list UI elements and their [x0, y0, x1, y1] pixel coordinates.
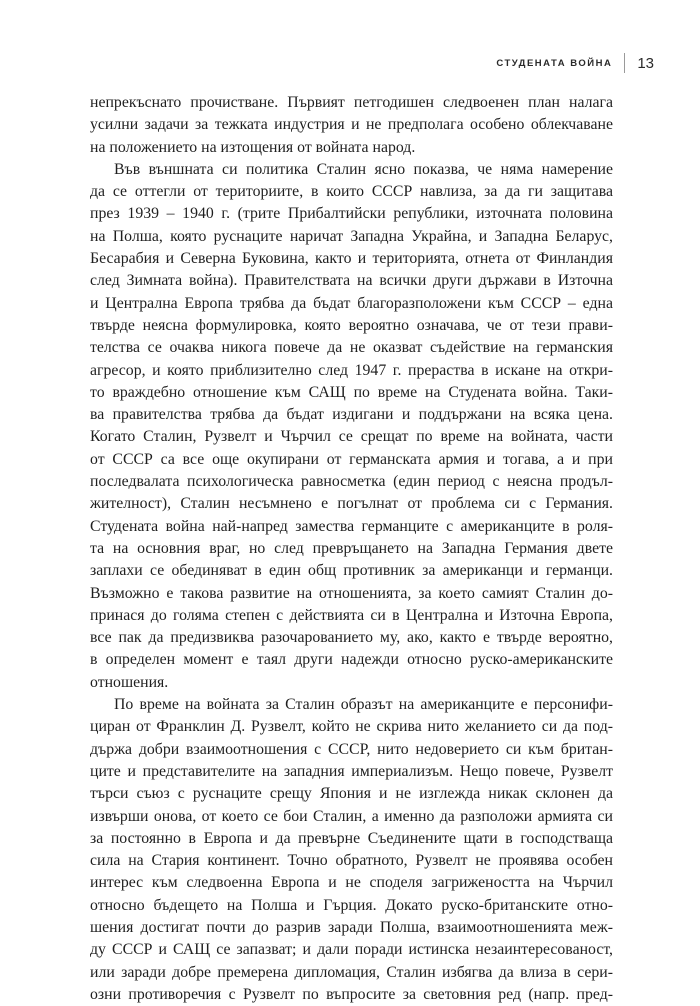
text-line: отношения. [90, 673, 169, 691]
text-line: от СССР са все още окупирани от германската армия и тогава, а и при [90, 450, 613, 468]
text-line: твърде неясна формулировка, която вероятно означава, че от тези прави- [90, 316, 613, 334]
text-line: ду СССР и САЩ се запазват; и дали поради истинска незаинтересованост, [90, 941, 613, 959]
text-line: все пак да предизвиква разочарованието му, ако, както е твърде вероятно, [90, 629, 613, 647]
text-line: в определен момент е таял други надежди относно руско-американските [90, 651, 613, 669]
running-title: СТУДЕНАТА ВОЙНА [496, 57, 613, 69]
text-line: относно бъдещето на Полша и Гърция. Докато руско-британските отно- [90, 896, 613, 914]
text-line: жителност), Сталин несъмнено е погълнат от проблема си с Германия. [90, 495, 613, 513]
text-line: извърши онова, от което се бои Сталин, а именно да разположи армията си [90, 807, 613, 825]
text-line: озни противоречия с Рузвелт по въпросите за световния ред (напр. пред- [90, 985, 613, 1003]
paragraph [90, 92, 613, 159]
text-line: шения достигат почти до разрив заради Полша, взаимоотношенията меж- [90, 918, 613, 936]
body-text [90, 92, 613, 1006]
text-line: и Централна Европа трябва да бъдат благоразположени към СССР – една [90, 294, 613, 312]
text-line: последвалата психологическа равносметка (един период с неясна продъл- [90, 473, 613, 491]
text-line: По време на войната за Сталин образът на американците е персонифи- [114, 696, 613, 714]
text-line: през 1939 – 1940 г. (трите Прибалтийски републики, източната половина [90, 205, 613, 223]
text-line: принася до голяма степен с действията си в Централна и Източна Европа, [90, 606, 613, 624]
text-line: Когато Сталин, Рузвелт и Чърчил се срещат по време на войната, части [90, 428, 613, 446]
text-line: на Полша, която руснаците наричат Западна Украйна, и Западна Беларус, [90, 227, 613, 245]
text-line: Възможно е такова развитие на отношенията, за което самият Сталин до- [90, 584, 613, 602]
page-number: 13 [637, 54, 654, 72]
running-header [496, 52, 654, 74]
text-line: непрекъснато прочистване. Първият петгодишен следвоенен план налага [90, 94, 613, 111]
text-line: ците и представителите на западния империализъм. Нещо повече, Рузвелт [90, 762, 613, 780]
text-line: търси съюз с руснаците срещу Япония и не изглежда никак склонен да [90, 785, 613, 803]
text-line: усилни задачи за тежката индустрия и не предполага особено облекчаване [90, 116, 613, 134]
text-line: циран от Франклин Д. Рузвелт, който не скрива нито желанието си да под- [90, 718, 613, 736]
paragraph [90, 694, 613, 1006]
text-line: телства се очаква никога повече да не оказват съдействие на германския [90, 339, 613, 357]
text-line: та на основния враг, но след превръщането на Западна Германия двете [90, 539, 613, 557]
header-divider [624, 53, 625, 73]
text-line: агресор, и която приблизително след 1947 г. прераства в искане на откри- [90, 361, 613, 379]
text-line: след Зимната война). Правителствата на всички други държави в Източна [90, 272, 613, 290]
text-line: за постоянно в Европа и да превърне Съединените щати в господстваща [90, 829, 613, 847]
text-line: на положението на изтощения от войната народ. [90, 138, 416, 156]
text-line: или заради добре премерена дипломация, Сталин избягва да влиза в сери- [90, 963, 613, 981]
text-line: Студената война най-напред замества германците с американците в роля- [90, 517, 613, 535]
text-line: да се оттегли от териториите, в които СССР навлиза, за да ги защитава [90, 183, 613, 201]
text-line: Бесарабия и Северна Буковина, както и територията, отнета от Финландия [90, 250, 613, 268]
text-line: Във външната си политика Сталин ясно показва, че няма намерение [114, 160, 613, 178]
text-line: ва правителства трябва да бъдат издигани и поддържани на всяка цена. [90, 406, 613, 424]
text-line: интерес към следвоенна Европа и не споделя загрижеността на Чърчил [90, 874, 613, 892]
text-line: заплахи се обединяват в един общ противник за американци и германци. [90, 562, 613, 580]
text-line: държа добри взаимоотношения с СССР, нито недоверието си към британ- [90, 740, 613, 758]
text-line: сила на Стария континент. Точно обратното, Рузвелт не проявява особен [90, 852, 613, 870]
text-line: то враждебно отношение към САЩ по време на Студената война. Таки- [90, 383, 613, 401]
paragraph [90, 159, 613, 694]
